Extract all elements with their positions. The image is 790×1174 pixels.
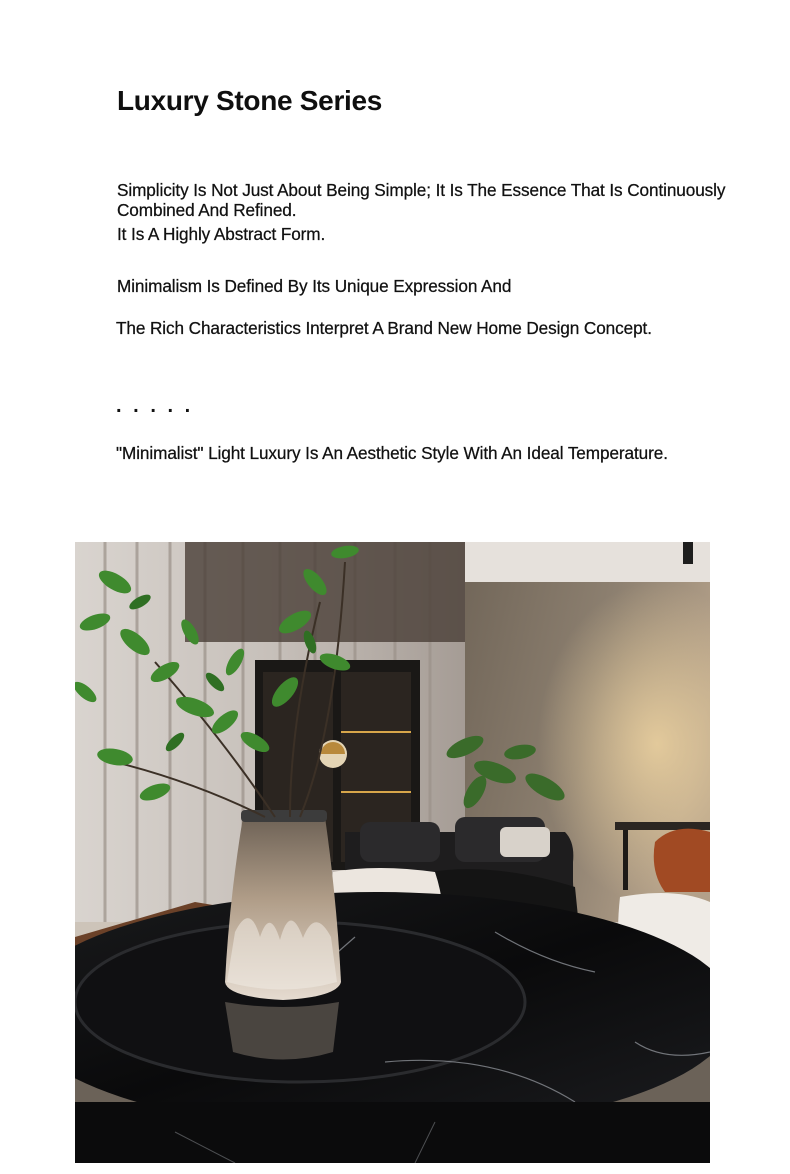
intro-paragraph-characteristics: The Rich Characteristics Interpret A Brand New Home Design Concept.: [116, 318, 652, 338]
page-title: Luxury Stone Series: [117, 85, 383, 116]
intro-paragraph-light-luxury: "Minimalist" Light Luxury Is An Aesthetic Style With An Ideal Temperature.: [116, 443, 668, 463]
side-table: [615, 822, 710, 830]
cushion: [500, 827, 550, 857]
intro-paragraph-abstract: It Is A Highly Abstract Form.: [117, 224, 326, 244]
intro-paragraph-simplicity: Simplicity Is Not Just About Being Simple; It Is The Essence That Is Continuously Combined And Refined.: [117, 180, 726, 220]
track-light: [683, 542, 693, 564]
orange-chair: [654, 829, 710, 892]
interior-photo: [75, 542, 710, 1163]
intro-paragraph-minimalism: Minimalism Is Defined By Its Unique Expression And: [117, 276, 512, 296]
dotted-separator: .....: [116, 395, 202, 417]
